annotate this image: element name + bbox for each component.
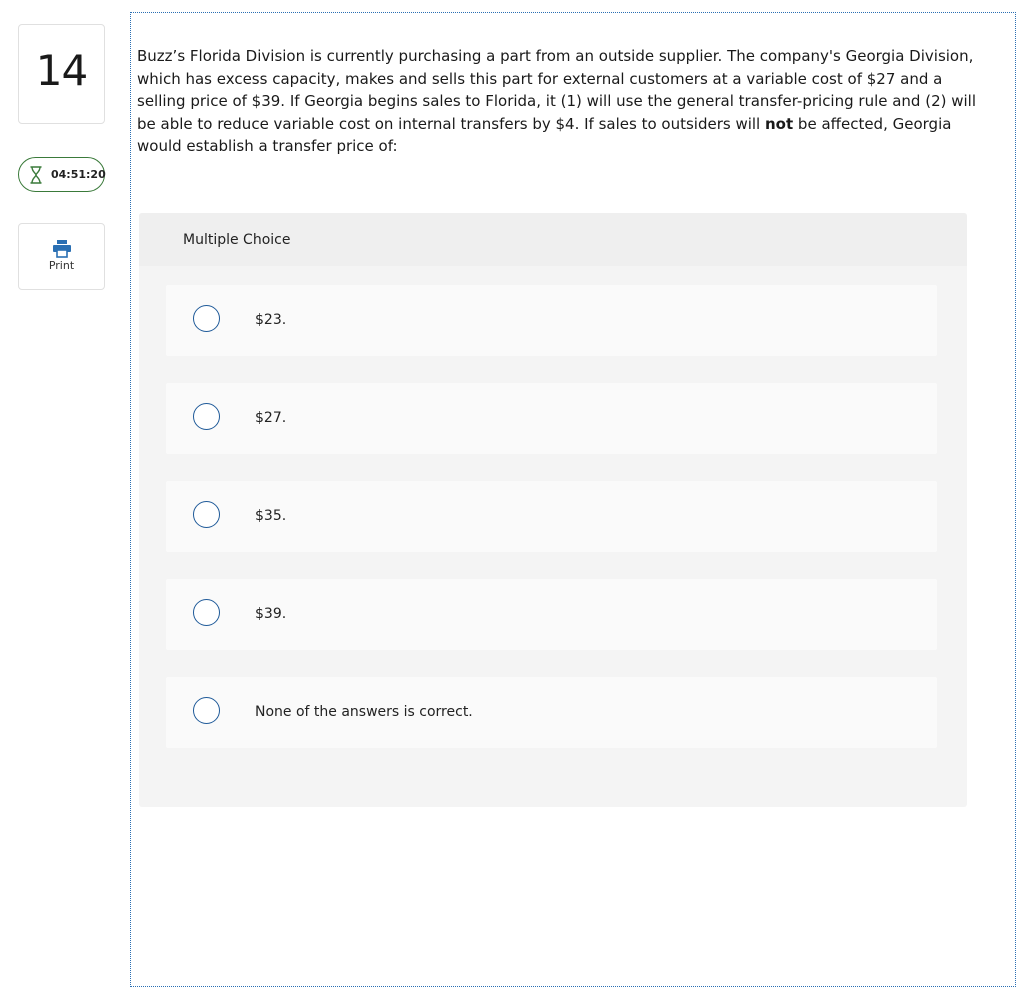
choice-option-3[interactable]: [166, 481, 937, 552]
question-text: [137, 45, 977, 158]
question-text-part-2: be affected, Georgia would establish a transfer price of:: [137, 114, 952, 155]
multiple-choice-title: Multiple Choice: [183, 232, 291, 248]
timer-text: 04:51:20: [51, 168, 106, 181]
print-label: Print: [48, 259, 75, 272]
question-bold-word: not: [765, 114, 794, 133]
print-button[interactable]: [18, 223, 105, 290]
radio-button[interactable]: [193, 305, 220, 332]
question-container: [130, 12, 1016, 987]
radio-button[interactable]: [193, 599, 220, 626]
choice-option-1[interactable]: [166, 285, 937, 356]
question-number-box: [18, 24, 105, 124]
question-text-part-1: Buzz’s Florida Division is currently purchasing a part from an outside supplier. The company's Georgia Division, which has excess capacity, makes and sells this part for external customers at a variable cost of $27 and a selling price of $39. If Georgia begins sales to Florida, it (1) will use the general transfer-pricing rule and (2) will be able to reduce variable cost on internal transfers by $4. If sales to outsiders will: [137, 47, 977, 133]
timer[interactable]: [18, 157, 105, 192]
multiple-choice-header: [139, 213, 967, 266]
choice-label: None of the answers is correct.: [255, 704, 473, 720]
radio-button[interactable]: [193, 501, 220, 528]
hourglass-icon: [29, 166, 43, 184]
multiple-choice-panel: [139, 213, 967, 807]
choice-label: $39.: [255, 606, 287, 622]
choice-label: $27.: [255, 410, 287, 426]
choice-option-5[interactable]: [166, 677, 937, 748]
question-number: 14: [35, 46, 88, 95]
choice-option-2[interactable]: [166, 383, 937, 454]
radio-button[interactable]: [193, 403, 220, 430]
radio-button[interactable]: [193, 697, 220, 724]
choice-label: $35.: [255, 508, 287, 524]
choice-label: $23.: [255, 312, 287, 328]
printer-icon: [52, 238, 72, 258]
choice-option-4[interactable]: [166, 579, 937, 650]
